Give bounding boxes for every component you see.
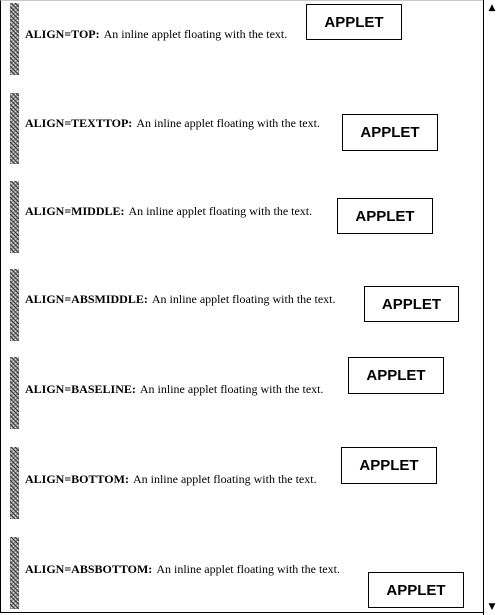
- applet-box[interactable]: APPLET: [368, 572, 464, 608]
- row-description: An inline applet floating with the text.: [103, 27, 288, 41]
- applet-box[interactable]: APPLET: [337, 198, 433, 234]
- align-label: ALIGN=ABSBOTTOM:: [25, 562, 153, 576]
- applet-margin-bar: [10, 93, 19, 164]
- row-text: [25, 204, 312, 219]
- row-description: An inline applet floating with the text.: [151, 292, 336, 306]
- applet-margin-bar: [10, 181, 19, 253]
- row-description: An inline applet floating with the text.: [136, 116, 320, 130]
- align-label: ALIGN=BOTTOM:: [25, 472, 129, 486]
- scroll-up-arrow-icon[interactable]: ▲: [488, 3, 496, 13]
- align-label: ALIGN=TEXTTOP:: [25, 116, 133, 130]
- applet-box[interactable]: APPLET: [341, 447, 437, 484]
- align-label: ALIGN=TOP:: [25, 27, 100, 41]
- row-text: [25, 472, 317, 487]
- align-label: ALIGN=BASELINE:: [25, 382, 136, 396]
- applet-box[interactable]: APPLET: [348, 357, 444, 394]
- applet-margin-bar: [10, 357, 19, 429]
- vertical-scrollbar[interactable]: [483, 0, 500, 615]
- row-text: [25, 382, 324, 397]
- applet-box[interactable]: APPLET: [342, 114, 438, 151]
- row-text: [25, 292, 336, 307]
- row-description: An inline applet floating with the text.: [132, 472, 317, 486]
- row-description: An inline applet floating with the text.: [139, 382, 324, 396]
- applet-box[interactable]: APPLET: [306, 4, 402, 40]
- row-text: [25, 116, 320, 131]
- row-text: [25, 562, 340, 577]
- applet-box[interactable]: APPLET: [364, 286, 459, 322]
- align-label: ALIGN=ABSMIDDLE:: [25, 292, 148, 306]
- scroll-down-arrow-icon[interactable]: ▼: [488, 602, 496, 612]
- applet-margin-bar: [10, 269, 19, 341]
- row-description: An inline applet floating with the text.: [128, 204, 313, 218]
- applet-margin-bar: [10, 447, 19, 519]
- row-description: An inline applet floating with the text.: [156, 562, 340, 576]
- applet-margin-bar: [10, 3, 19, 75]
- align-label: ALIGN=MIDDLE:: [25, 204, 125, 218]
- row-text: [25, 27, 287, 42]
- applet-margin-bar: [10, 537, 19, 609]
